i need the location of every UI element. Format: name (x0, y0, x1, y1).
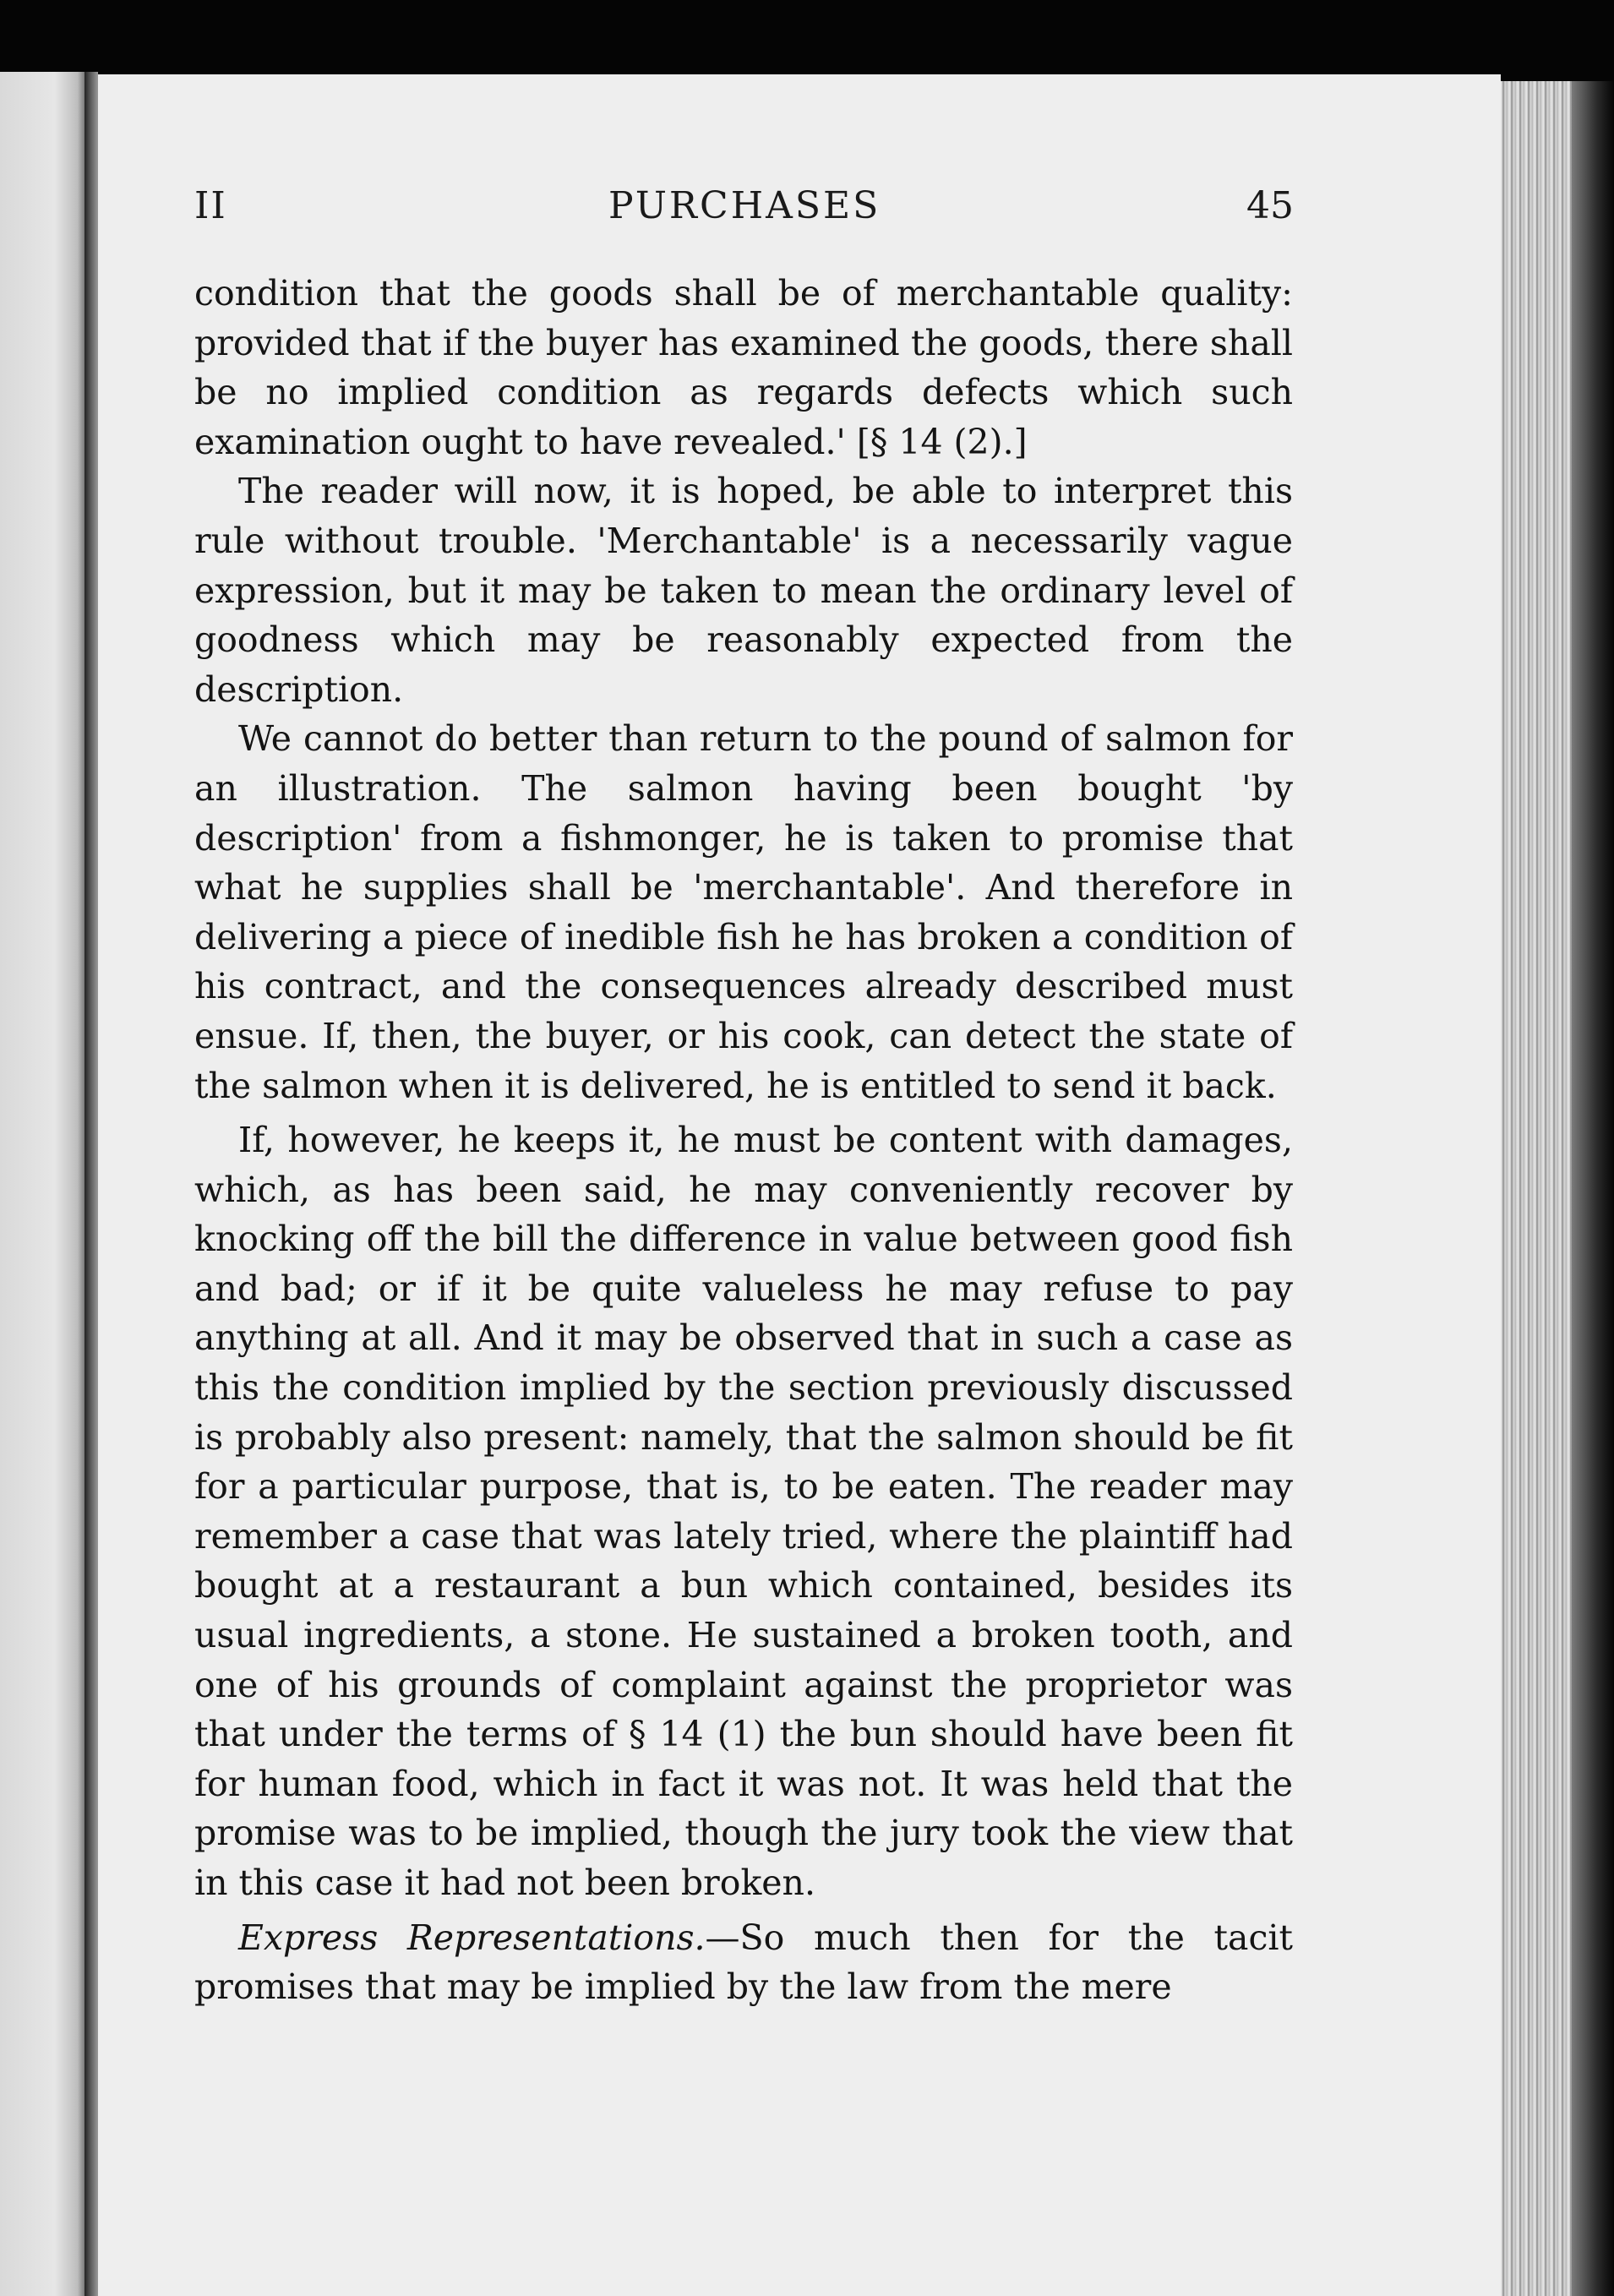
paragraph-2: The reader will now, it is hoped, be able to interpret this rule without trouble. 'Merchantable' is a necessarily vague expression, but it may be taken to mean the ordinary level of goodness which may be reasonably expected from the description. (194, 471, 1293, 710)
facing-page-edge (0, 72, 91, 2296)
paragraph-5-text: —So much then for the tacit promises that may be implied by the law from the mere (194, 1917, 1293, 2008)
page-number: 45 (1246, 184, 1294, 227)
page-header (194, 184, 1293, 235)
paragraph-5 (194, 1913, 1293, 2012)
paragraph-3: We cannot do better than return to the pound of salmon for an illustration. The salmon having been bought 'by description' from a fishmonger, he is taken to promise that what he supplies shall be 'merchantable'. And therefore in delivering a piece of inedible fish he has broken a condition of his contract, and the consequences already described must ensue. If, then, the buyer, or his cook, can detect the state of the salmon when it is delivered, he is entitled to send it back. (194, 718, 1293, 1106)
paragraph-4: If, however, he keeps it, he must be content with damages, which, as has been said, he may conveniently recover by knocking off the bill the difference in value between good fish and bad; or if it be quite valueless he may refuse to pay anything at all. And it may be observed that in such a case as this the condition implied by the section previously discussed is probably also present: namely, that the salmon should be fit for a particular purpose, that is, to be eaten. The reader may remember a case that was lately tried, where the plaintiff had bought at a restaurant a bun which contained, besides its usual ingredients, a stone. He sustained a broken tooth, and one of his grounds of complaint against the proprietor was that under the terms of § 14 (1) the bun should have been fit for human food, which in fact it was not. It was held that the promise was to be implied, though the jury took the view that in this case it had not been broken. (194, 1120, 1293, 1903)
page-edges-shadow (1572, 81, 1614, 2296)
book-gutter (85, 72, 98, 2296)
section-heading: Express Representations. (238, 1917, 706, 1958)
chapter-numeral: II (194, 184, 227, 227)
body-text (194, 269, 1293, 2012)
paragraph-1: condition that the goods shall be of merchantable quality: provided that if the buyer has examined the goods, there shall be no implied condition as regards defects which such examination ought to have revealed.' [§ 14 (2).] (194, 273, 1293, 462)
running-title: PURCHASES (608, 184, 881, 227)
